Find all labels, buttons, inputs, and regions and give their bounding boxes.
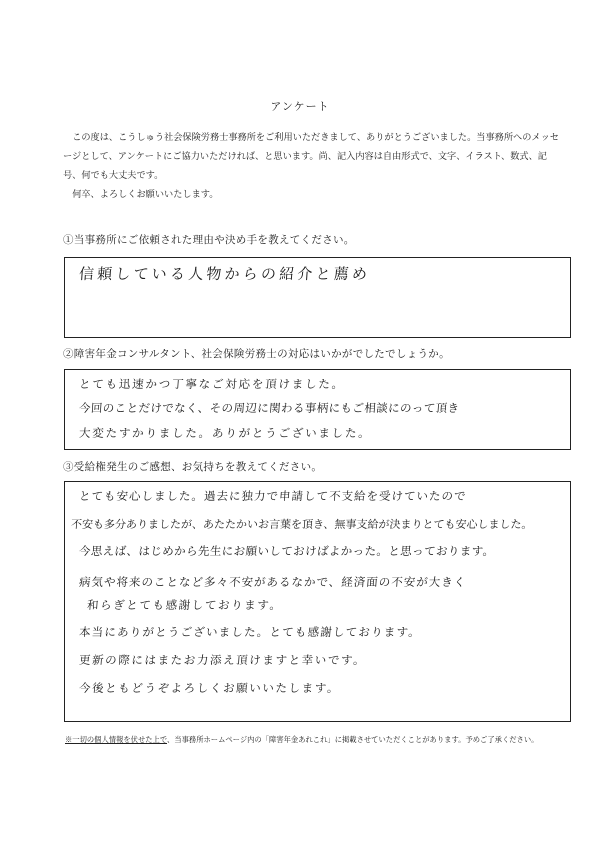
question-1-label: ①当事務所にご依頼された理由や決め手を教えてください。 — [63, 234, 355, 246]
page-title: アンケート — [270, 100, 330, 113]
answer-line: とても安心しました。過去に独力で申請して不支給を受けていたので — [78, 489, 467, 503]
question-2-label: ②障害年金コンサルタント、社会保険労務士の対応はいかがでしたでしょうか。 — [63, 348, 450, 360]
answer-line: 不安も多分ありましたが、あたたかいお言葉を頂き、無事支給が決まりとても安心しました。 — [70, 518, 533, 531]
question-1-answer-box — [64, 257, 571, 338]
question-3-label: ③受給権発生のご感想、お気持ちを教えてください。 — [63, 461, 323, 473]
answer-line: 和らぎとても感謝しております。 — [86, 598, 284, 612]
answer-line: とても迅速かつ丁寧なご対応を頂けました。 — [78, 377, 346, 391]
intro-paragraph: この度は、こうしゅう社会保険労務士事務所をご利用いただきまして、ありがとうございました。当事務所へのメッセージとして、アンケートにご協力いただければ、と思います。尚、記入内容は自由形式で、文字、イラスト、数式、記号、何でも大丈夫です。 — [63, 132, 559, 181]
question-2-answer-box — [64, 369, 571, 450]
footnote-underlined: ※一切の個人情報を伏せた上で — [65, 735, 168, 744]
answer-line: 大変たすかりました。ありがとうございました。 — [78, 426, 373, 440]
answer-line: 今後ともどうぞよろしくお願いいたします。 — [78, 681, 341, 695]
footnote — [65, 731, 545, 749]
answer-line: 更新の際にはまたお力添え頂けますと幸いです。 — [78, 653, 367, 667]
answer-line: 今回のことだけでなく、その周辺に関わる事柄にもご相談にのって頂き — [78, 401, 460, 415]
answer-line: 今思えば、はじめから先生にお願いしておけばよかった。と思っております。 — [78, 544, 496, 558]
intro-closing: 何卒、よろしくお願いいたします。 — [72, 189, 219, 200]
footnote-text: 、当事務所ホームページ内の「障害年金あれこれ」に掲載させていただくことがあります。予めご了承ください。 — [167, 735, 539, 744]
question-3-answer-box — [64, 481, 571, 722]
intro-text — [63, 128, 563, 204]
answer-line: 本当にありがとうございました。とても感謝しております。 — [78, 625, 422, 639]
answer-line: 信頼している人物からの紹介と薦め — [78, 265, 371, 283]
answer-line: 病気や将来のことなど多々不安があるなかで、経済面の不安が大きく — [78, 575, 467, 589]
